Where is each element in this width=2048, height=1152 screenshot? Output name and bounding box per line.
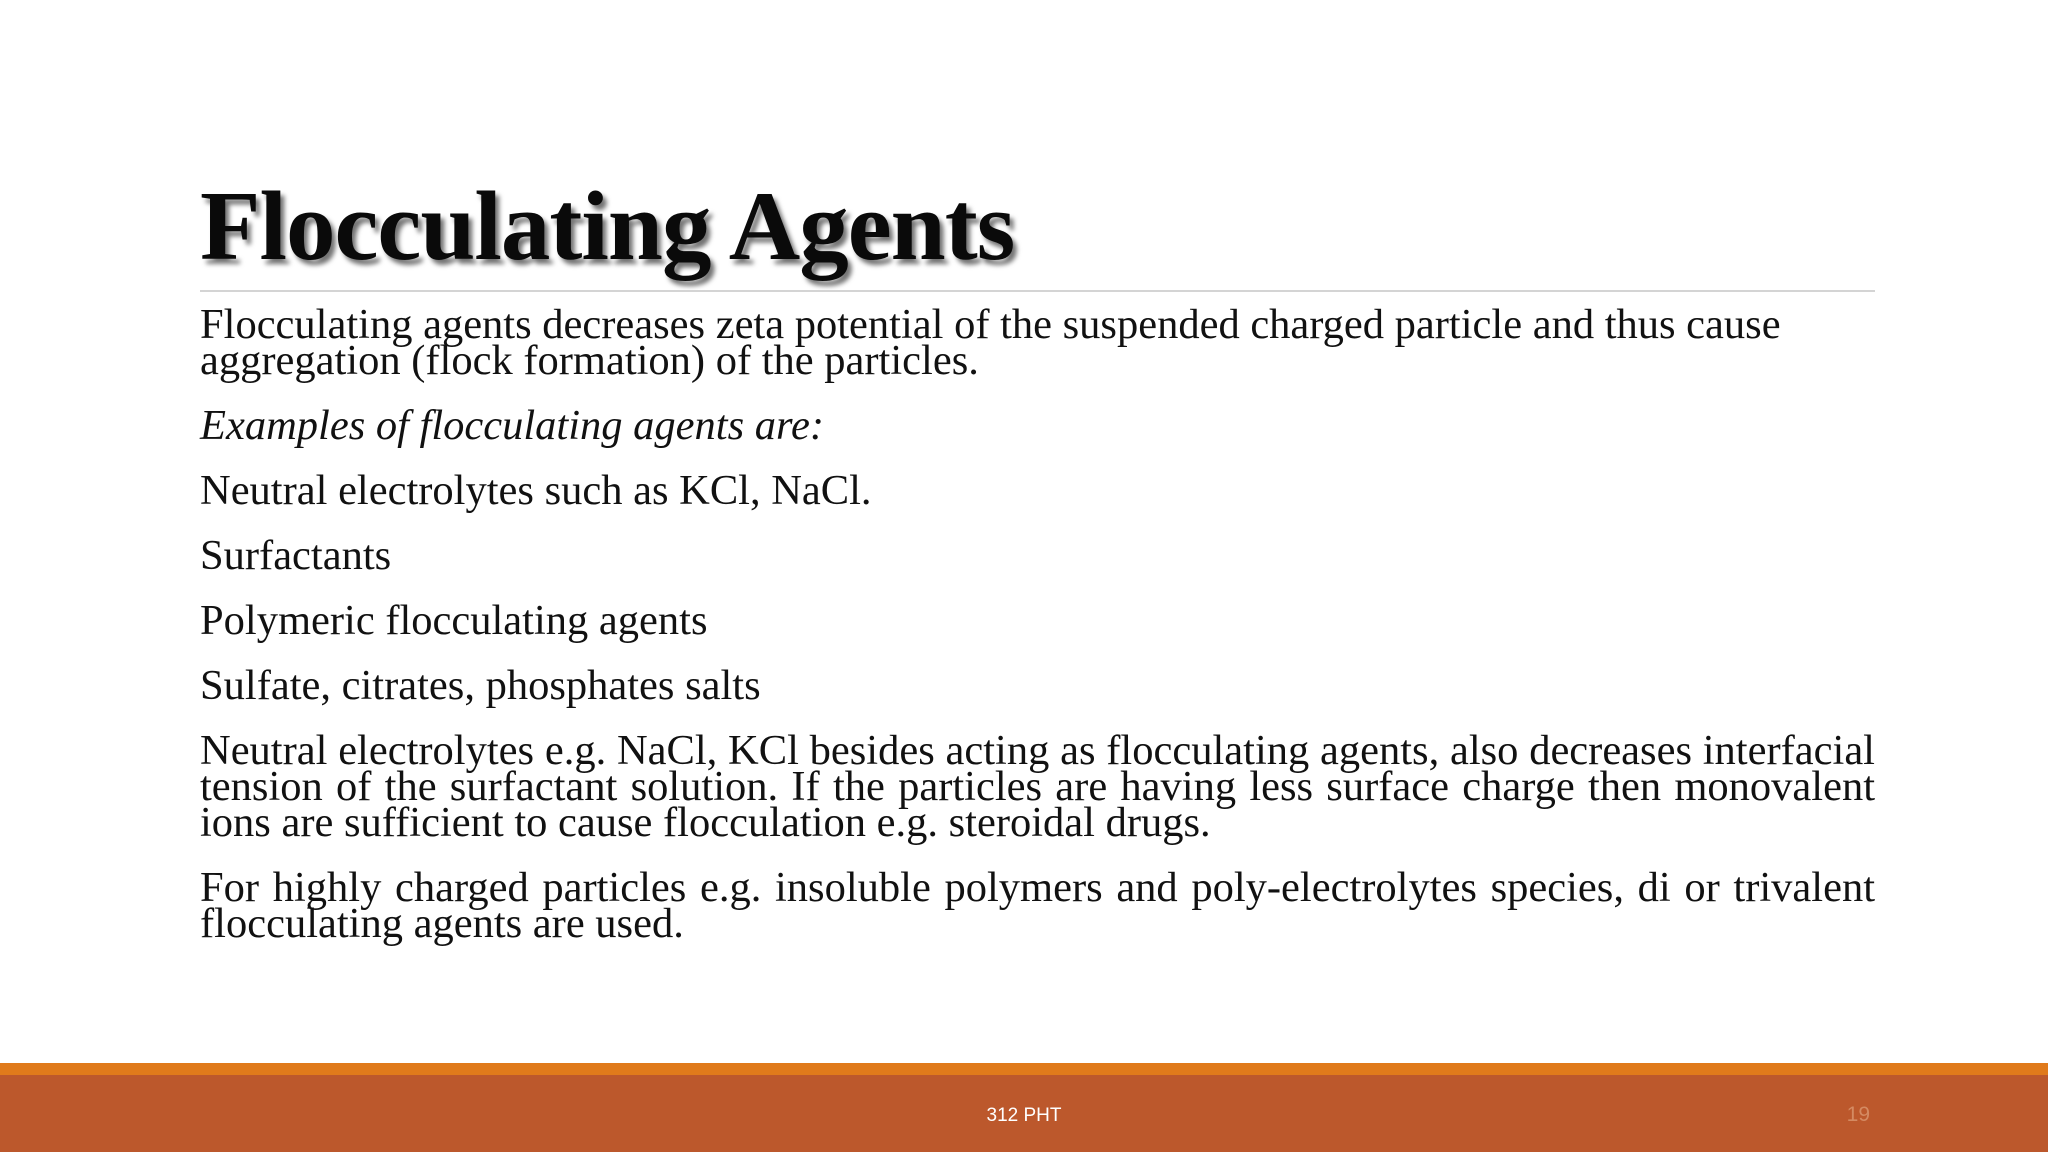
slide-title: Flocculating Agents — [200, 172, 1015, 281]
footer-accent-stripe — [0, 1063, 2048, 1075]
paragraph-neutral-electrolytes-note: Neutral electrolytes e.g. NaCl, KCl besides acting as flocculating agents, also decreases interfacial tension of the surfactant solution. If the particles are having less surface charge then monovalent ions are sufficient to cause flocculation e.g. steroidal drugs. — [200, 727, 1875, 846]
slide-number: 19 — [1846, 1103, 1870, 1126]
footer-text: 312 PHT — [986, 1105, 1062, 1126]
example-neutral-electrolytes: Neutral electrolytes such as KCl, NaCl. — [200, 467, 872, 514]
paragraph-examples-heading: Examples of flocculating agents are: — [200, 402, 824, 449]
example-salts: Sulfate, citrates, phosphates salts — [200, 662, 761, 709]
paragraph-highly-charged-note: For highly charged particles e.g. insoluble polymers and poly-electrolytes species, di or trivalent flocculating agents are used. — [200, 864, 1875, 947]
slide-body — [200, 301, 1875, 971]
example-surfactants: Surfactants — [200, 532, 392, 579]
paragraph-definition: Flocculating agents decreases zeta potential of the suspended charged particle and thus cause aggregation (flock formation) of the particles. — [200, 301, 1781, 384]
title-divider — [200, 290, 1875, 292]
example-polymeric-agents: Polymeric flocculating agents — [200, 597, 708, 644]
